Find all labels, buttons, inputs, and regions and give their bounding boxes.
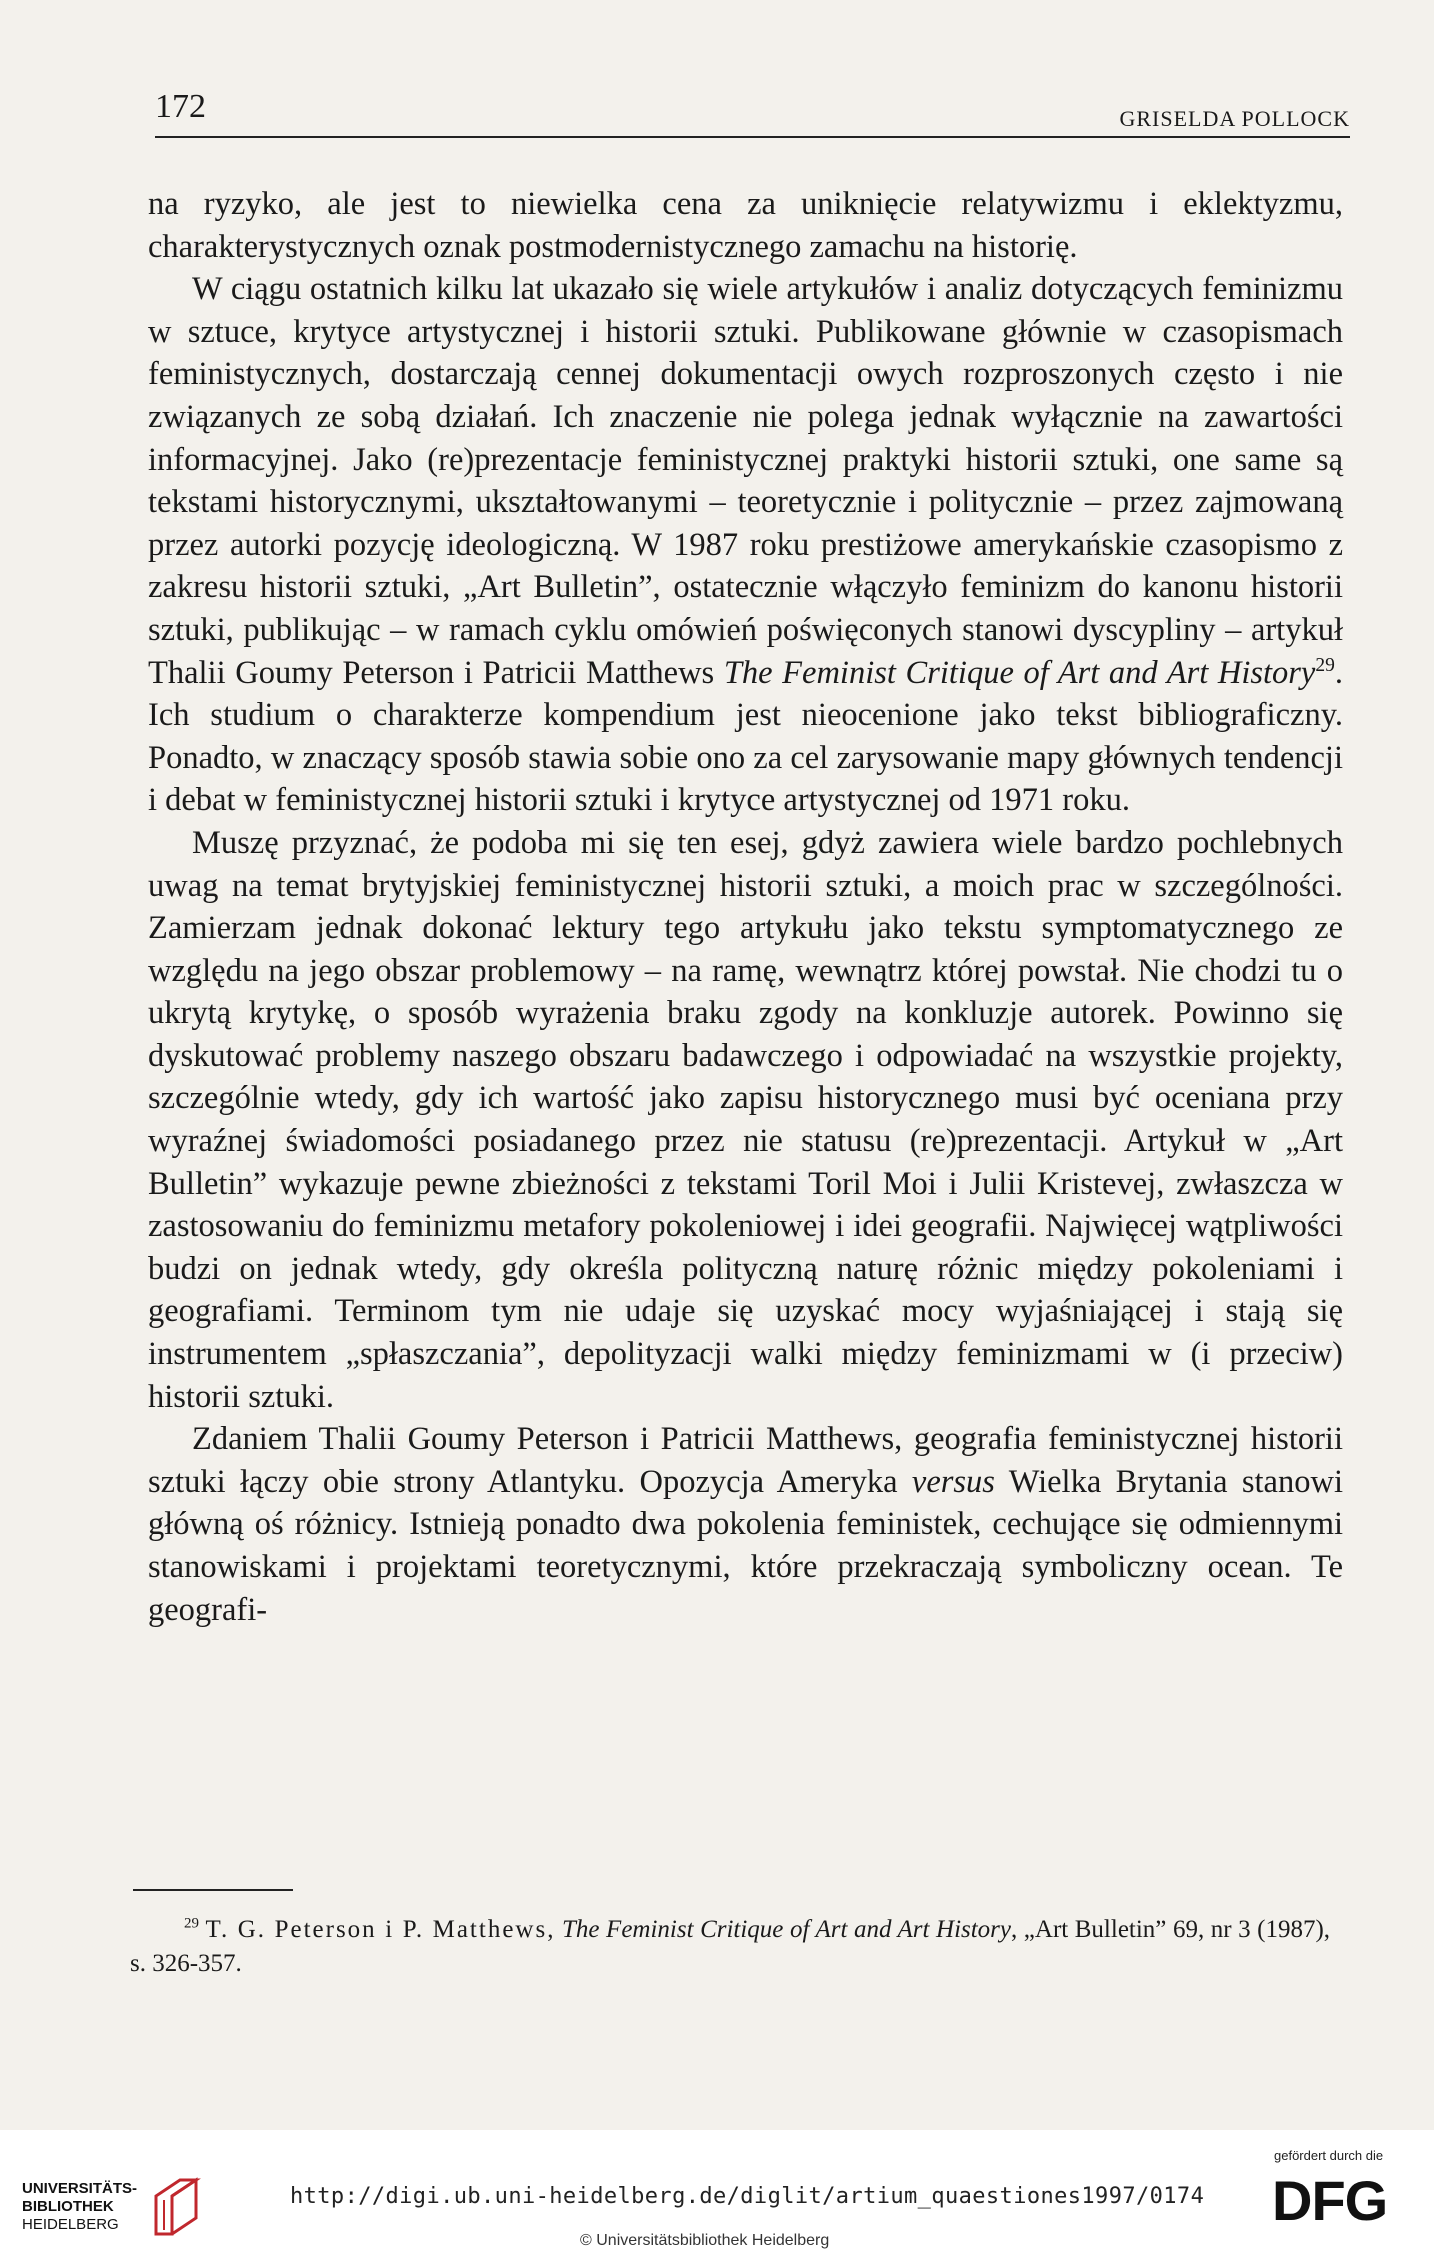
paragraph: na ryzyko, ale jest to niewielka cena za uniknięcie relatywizmu i eklektyzmu, charakterystycznych oznak postmodernistycznego zamachu na historię. — [148, 186, 1343, 265]
footnote-rule — [133, 1889, 293, 1891]
footnote — [130, 1913, 1330, 1981]
footnote-authors: T. G. Peterson i P. Matthews, — [205, 1916, 556, 1943]
italic-title: The Feminist Critique of Art and Art History — [723, 654, 1316, 691]
paragraph: Muszę przyznać, że podoba mi się ten esej, gdyż zawiera wiele bardzo pochlebnych uwag na temat brytyjskiej feministycznej historii sztuki, a moich prac w szczególności. Zamierzam jednak dokonać lektury tego artykułu jako tekstu symptomatycznego ze względu na jego obszar problemowy – na ramę, wewnątrz której powstał. Nie chodzi tu o ukrytą krytykę, o sposób wyrażenia braku zgody na konkluzje autorek. Powinno się dyskutować problemy naszego obszaru badawczego i odpowiadać na wszystkie projekty, szczególnie wtedy, gdy ich wartość jako zapisu historycznego musi być oceniana przy wyraźnej świadomości posiadanego przez nie statusu (re)prezentacji. Artykuł w „Art Bulletin” wykazuje pewne zbieżności z tekstami Toril Moi i Julii Kristevej, zwłaszcza w zastosowaniu do feminizmu metafory pokoleniowej i idei geografii. Najwięcej wątpliwości budzi on jednak wtedy, gdy określa polityczną naturę różnic między pokoleniami i geografiami. Terminom tym nie udaje się uzyskać mocy wyjaśniającej i stają się instrumentem „spłaszczania”, depolityzacji walki między feminizmami w (i przeciw) historii sztuki. — [148, 824, 1343, 1415]
library-mark-icon — [150, 2174, 202, 2240]
funding-caption: gefördert durch die — [1274, 2148, 1384, 2163]
text-run: W ciągu ostatnich kilku lat ukazało się wiele artykułów i analiz dotyczących feminizmu w sztuce, krytyce artystycznej i historii sztuki. Publikowane głównie w czasopismach feministycznych, dostarczają cennej dokumentacji owych rozproszonych często i nie związanych ze sobą działań. Ich znaczenie nie polega jednak wyłącznie na zawartości informacyjnej. Jako (re)prezentacje feministycznej praktyki historii sztuki, one same są tekstami historycznymi, ukształtowanymi – teoretycznie i politycznie – przez zajmowaną przez autorki pozycję ideologiczną. W 1987 roku prestiżowe amerykańskie czasopismo z zakresu historii sztuki, „Art Bulletin”, ostatecznie włączyło feminizm do kanonu historii sztuki, publikując – w ramach cyklu omówień poświęconych stanowi dyscypliny – artykuł Thalii Goumy Peterson i Patricii Matthews — [148, 271, 1343, 691]
library-logo[interactable] — [22, 2180, 202, 2240]
footnote-number: 29 — [184, 1915, 199, 1932]
page-number: 172 — [155, 88, 206, 125]
text-run: Zdaniem Thalii Goumy Peterson i Patricii Matthews, geografia feministycznej historii sztuki łączy obie strony Atlantyku. Opozycja Ameryka — [148, 1421, 1343, 1500]
text-run: . Ich studium o charakterze kompendium jest nieocenione jako tekst bibliograficzny. Ponadto, w znaczący sposób stawia sobie ono za cel zarysowanie mapy głównych tendencji i debat w feministycznej historii sztuki i krytyce artystycznej od 1971 roku. — [148, 654, 1343, 819]
footnote-ref[interactable]: 29 — [1315, 654, 1335, 676]
footnote-citation: , „Art Bulletin” 69, nr 3 (1987), s. 326-357. — [130, 1916, 1331, 1977]
italic-word: versus — [911, 1463, 995, 1500]
library-name-line3: HEIDELBERG — [22, 2216, 119, 2233]
footnote-title: The Feminist Critique of Art and Art History — [562, 1916, 1012, 1943]
library-name-line1: UNIVERSITÄTS- — [22, 2180, 138, 2197]
paragraph — [148, 268, 1343, 822]
running-head: GRISELDA POLLOCK — [1119, 106, 1350, 131]
copyright-notice: © Universitätsbibliothek Heidelberg — [580, 2232, 830, 2249]
page-header — [155, 88, 1350, 138]
text-run: Wielka Brytania stanowi główną oś różnicy. Istnieją ponadto dwa pokolenia feministek, cechujące się odmiennymi stanowiskami i projektami teoretycznymi, które przekraczają symboliczny ocean. Te geografi- — [148, 1463, 1343, 1628]
paragraph — [148, 1418, 1343, 1631]
body-text — [148, 183, 1343, 1631]
viewer-footer — [0, 2140, 1434, 2259]
funder-block — [1268, 2148, 1418, 2258]
permalink-url[interactable]: http://digi.ub.uni-heidelberg.de/diglit/artium_quaestiones1997/0174 — [290, 2184, 1205, 2209]
dfg-logo-icon[interactable]: DFG — [1272, 2169, 1388, 2232]
library-name-line2: BIBLIOTHEK — [22, 2198, 114, 2215]
